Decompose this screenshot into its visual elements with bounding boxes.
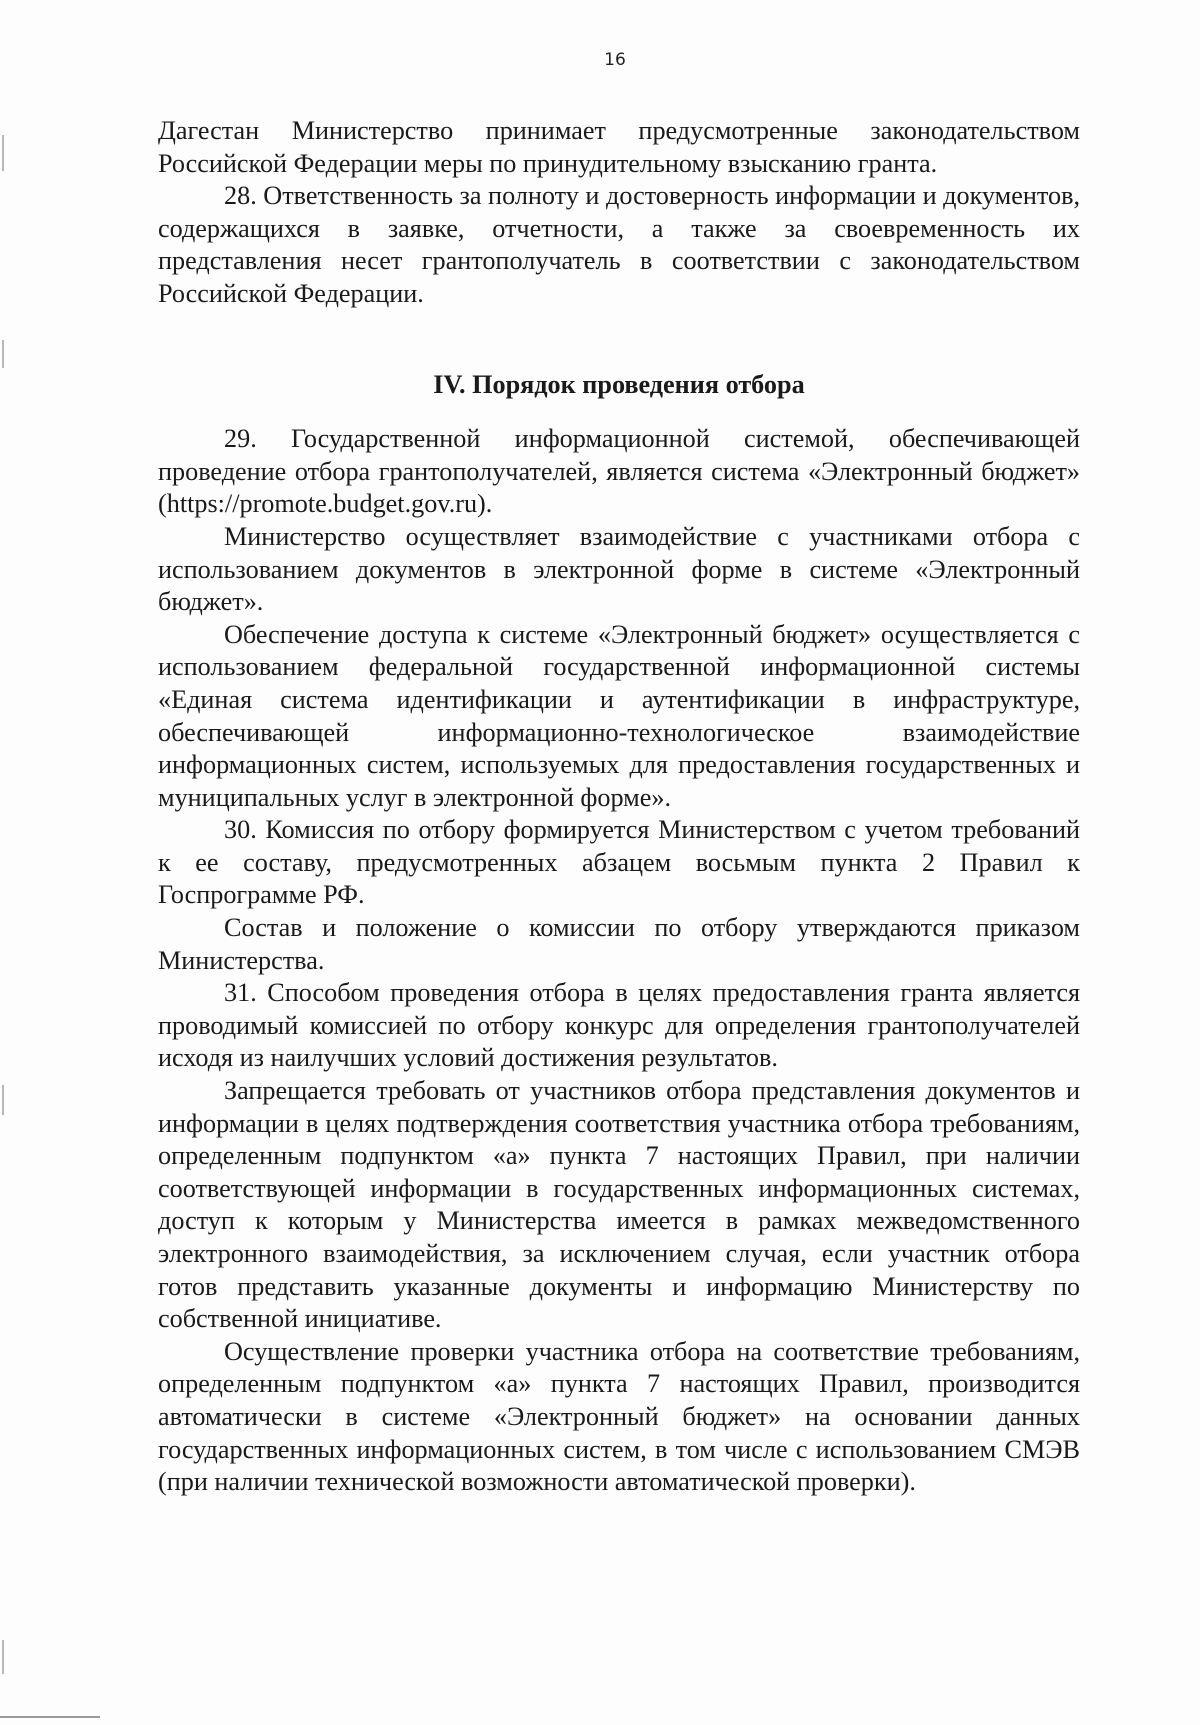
- paragraph-commission: Состав и положение о комиссии по отбору утверждаются приказом Министерства.: [158, 913, 1080, 975]
- paragraph-access: Обеспечение доступа к системе «Электронный бюджет» осуществляется с использованием федеральной государственной информационной системы «Единая система идентификации и аутентификации в инфраструктуре, обеспечивающей информационно-технологическое взаимодействие информационных систем, используемых для предоставления государственных и муниципальных услуг в электронной форме».: [158, 619, 1080, 812]
- paragraph-item-30: 30. Комиссия по отбору формируется Министерством с учетом требований к ее составу, предусмотренных абзацем восьмым пункта 2 Правил к Госпрограмме РФ.: [158, 815, 1080, 910]
- section-heading: IV. Порядок проведения отбора: [433, 369, 805, 399]
- scan-mark: [2, 1085, 4, 1115]
- scan-mark: [2, 135, 4, 171]
- page-number: 16: [604, 50, 626, 70]
- paragraph-item-28: 28. Ответственность за полноту и достоверность информации и документов, содержащихся в заявке, отчетности, а также за своевременность их представления несет грантополучатель в соответствии с законодательством Российской Федерации.: [158, 181, 1080, 308]
- paragraph-verification: Осуществление проверки участника отбора на соответствие требованиям, определенным подпунктом «а» пункта 7 настоящих Правил, производится автоматически в системе «Электронный бюджет» на основании данных государственных информационных систем, в том числе с использованием СМЭВ (при наличии технической возможности автоматической проверки).: [158, 1336, 1080, 1497]
- scan-mark: [2, 1640, 4, 1674]
- paragraph-prohibition: Запрещается требовать от участников отбора представления документов и информации в целях подтверждения соответствия участника отбора требованиям, определенным подпунктом «а» пункта 7 настоящих Правил, при наличии соответствующей информации в государственных информационных системах, доступ к которым у Министерства имеется в рамках межведомственного электронного взаимодействия, за исключением случая, если участник отбора готов представить указанные документы и информацию Министерству по собственной инициативе.: [158, 1076, 1080, 1334]
- document-body: [158, 115, 1080, 1499]
- paragraph-item-29: 29. Государственной информационной системой, обеспечивающей проведение отбора грантополучателей, является система «Электронный бюджет» (https://promote.budget.gov.ru).: [158, 424, 1080, 519]
- scan-mark: [2, 340, 4, 368]
- paragraph-continuation: Дагестан Министерство принимает предусмотренные законодательством Российской Федерации меры по принудительному взысканию гранта.: [158, 116, 1080, 178]
- bottom-scan-rule: [0, 1716, 100, 1718]
- paragraph-interaction: Министерство осуществляет взаимодействие с участниками отбора с использованием документов в электронной форме в системе «Электронный бюджет».: [158, 521, 1080, 617]
- paragraph-item-31: 31. Способом проведения отбора в целях предоставления гранта является проводимый комиссией по отбору конкурс для определения грантополучателей исходя из наилучших условий достижения результатов.: [158, 978, 1080, 1073]
